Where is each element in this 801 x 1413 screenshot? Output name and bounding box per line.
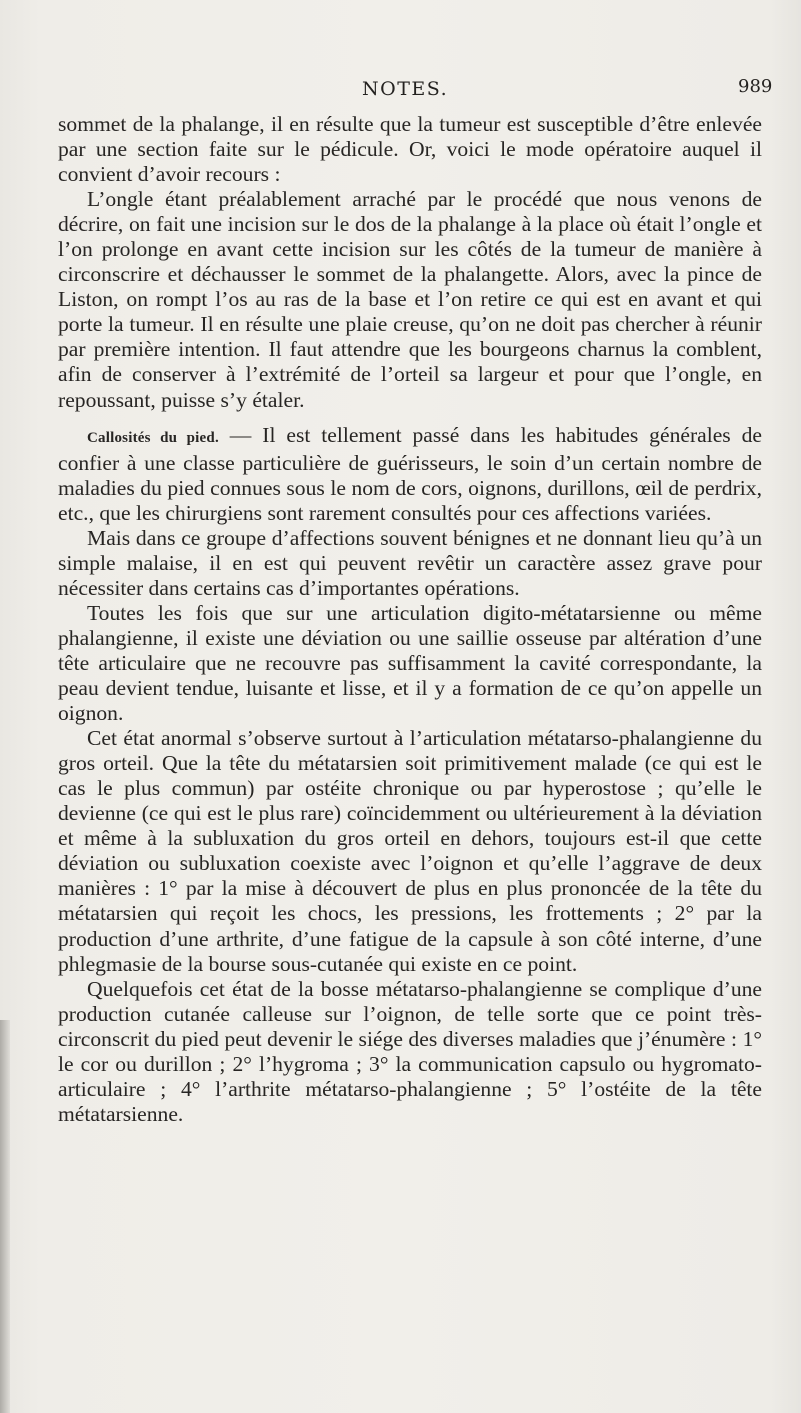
paragraph: Quelquefois cet état de la bosse métatarso-phalangienne se complique d’une production cutanée calleuse sur l’oignon, de telle sorte que ce point très-circonscrit du pied peut devenir le siége des diverses maladies que j’énumère : 1° le cor ou durillon ; 2° l’hygroma ; 3° la communication capsulo ou hygromato-articulaire ; 4° l’arthrite métatarso-phalangienne ; 5° l’ostéite de la tête métatarsienne. [58, 976, 762, 1126]
section-heading: Callosités du pied. [87, 429, 219, 446]
paragraph: Mais dans ce groupe d’affections souvent bénignes et ne donnant lieu qu’à un simple malaise, il en est qui peuvent revêtir un caractère assez grave pour nécessiter dans certains cas d’importantes opérations. [58, 525, 762, 600]
binding-shadow [0, 1020, 10, 1413]
running-head: NOTES. [362, 78, 449, 100]
page-body [58, 112, 762, 1127]
section-lead-text: — Il est tellement passé dans les habitudes générales de confier à une classe particulière de guérisseurs, le soin d’un certain nombre de maladies du pied connues sous le nom de cors, oignons, durillons, œil de perdrix, etc., que les chirurgiens sont rarement consultés pour ces affections variées. [58, 422, 762, 525]
section-intro-paragraph [58, 423, 762, 526]
paragraph: L’ongle étant préalablement arraché par le procédé que nous venons de décrire, on fait une incision sur le dos de la phalange à la place où était l’ongle et l’on prolonge en avant cette incision sur les côtés de la tumeur de manière à circonscrire et déchausser le sommet de la phalangette. Alors, avec la pince de Liston, on rompt l’os au ras de la base et l’on retire ce qui est en avant et qui porte la tumeur. Il en résulte une plaie creuse, qu’on ne doit pas chercher à réunir par première intention. Il faut attendre que les bourgeons charnus la comblent, afin de conserver à l’extrémité de l’orteil sa largeur et pour que l’ongle, en repoussant, puisse s’y étaler. [58, 187, 762, 412]
paragraph: Cet état anormal s’observe surtout à l’articulation métatarso-phalangienne du gros orteil. Que la tête du métatarsien soit primitivement malade (ce qui est le cas le plus commun) par ostéite chronique ou par hyperostose ; qu’elle le devienne (ce qui est le plus rare) coïncidemment ou ultérieurement à la déviation et même à la subluxation du gros orteil en dehors, toujours est-il que cette déviation ou subluxation coexiste avec l’oignon et qu’elle l’aggrave de deux manières : 1° par la mise à découvert de plus en plus prononcée de la tête du métatarsien qui reçoit les chocs, les pressions, les frottements ; 2° par la production d’une arthrite, d’une fatigue de la capsule à son côté interne, d’une phlegmasie de la bourse sous-cutanée qui existe en ce point. [58, 726, 762, 976]
paragraph: sommet de la phalange, il en résulte que la tumeur est susceptible d’être enlevée par une section faite sur le pédicule. Or, voici le mode opératoire auquel il convient d’avoir recours : [58, 112, 762, 187]
page-header [0, 78, 801, 108]
page-number: 989 [738, 76, 773, 97]
paragraph: Toutes les fois que sur une articulation digito-métatarsienne ou même phalangienne, il existe une déviation ou une saillie osseuse par altération d’une tête articulaire que ne recouvre pas suffisamment la cavité correspondante, la peau devient tendue, luisante et lisse, et il y a formation de ce qu’on appelle un oignon. [58, 600, 762, 726]
